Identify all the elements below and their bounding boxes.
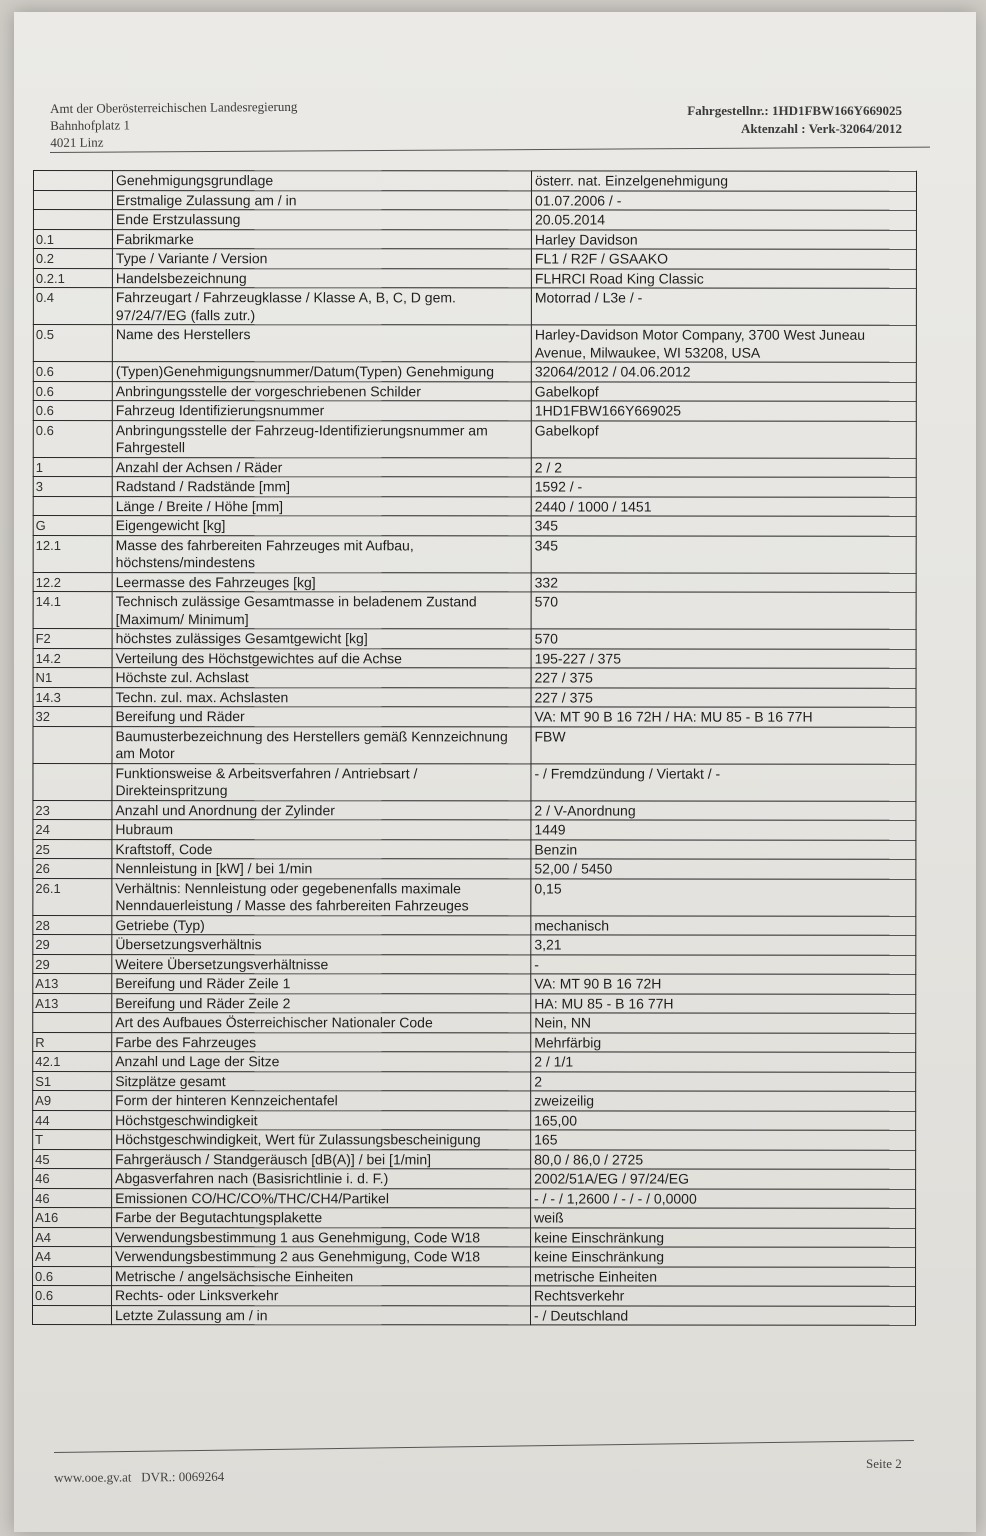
row-value: Gabelkopf — [531, 381, 916, 401]
footer-info — [54, 1469, 224, 1486]
row-label: Bereifung und Räder Zeile 1 — [112, 974, 531, 994]
row-code: S1 — [33, 1071, 112, 1091]
row-code — [33, 496, 112, 516]
row-value: 2 — [531, 1071, 916, 1091]
row-label: Masse des fahrbereiten Fahrzeuges mit Aufbau, höchstens/mindestens — [112, 535, 531, 572]
row-value: 570 — [531, 592, 916, 629]
row-label: Höchstgeschwindigkeit, Wert für Zulassungsbescheinigung — [112, 1130, 531, 1150]
row-code: 44 — [33, 1110, 112, 1130]
row-value: 2440 / 1000 / 1451 — [531, 496, 916, 516]
table-row — [33, 210, 916, 230]
row-value: HA: MU 85 - B 16 77H — [531, 993, 916, 1013]
row-label: Name des Herstellers — [112, 325, 531, 362]
row-label: höchstes zulässiges Gesamtgewicht [kg] — [112, 629, 531, 649]
table-row — [33, 1149, 916, 1169]
row-code: 0.6 — [33, 420, 112, 457]
row-value: 3,21 — [531, 935, 916, 955]
row-label: Getriebe (Typ) — [112, 915, 531, 935]
row-value: VA: MT 90 B 16 72H — [531, 974, 916, 994]
row-code: 46 — [33, 1169, 112, 1189]
row-value: 195-227 / 375 — [531, 648, 916, 668]
row-code — [33, 1013, 112, 1033]
row-value: FBW — [531, 726, 916, 763]
table-row — [33, 820, 916, 840]
table-row — [33, 687, 916, 707]
row-label: Radstand / Radstände [mm] — [112, 477, 531, 497]
row-code — [33, 763, 112, 800]
table-row — [33, 935, 916, 955]
document-reference — [687, 102, 902, 138]
row-label: Type / Variante / Version — [112, 249, 531, 269]
row-value: VA: MT 90 B 16 72H / HA: MU 85 - B 16 77H — [531, 707, 916, 727]
row-label: Handelsbezeichnung — [112, 268, 531, 288]
row-value: keine Einschränkung — [531, 1247, 916, 1267]
issuing-authority-address — [50, 98, 298, 151]
row-label: Bereifung und Räder Zeile 2 — [112, 993, 531, 1013]
row-code: A4 — [33, 1247, 112, 1267]
row-code: 1 — [33, 457, 112, 477]
table-row — [33, 629, 916, 649]
table-row — [33, 592, 916, 630]
row-value: - — [531, 954, 916, 974]
table-row — [33, 1208, 916, 1228]
row-code: G — [33, 516, 112, 536]
table-row — [33, 1266, 916, 1286]
row-code: 29 — [33, 954, 112, 974]
table-row — [33, 420, 916, 458]
row-code — [32, 1305, 111, 1325]
row-label: Fahrgeräusch / Standgeräusch [dB(A)] / bei [1/min] — [112, 1149, 531, 1169]
row-value: 227 / 375 — [531, 687, 916, 707]
row-label: Verwendungsbestimmung 2 aus Genehmigung, Code W18 — [112, 1247, 531, 1267]
row-label: Techn. zul. max. Achslasten — [112, 687, 531, 707]
row-label: Höchste zul. Achslast — [112, 668, 531, 688]
row-value: 1449 — [531, 820, 916, 840]
row-value: 2 / 1/1 — [531, 1052, 916, 1072]
row-label: Ende Erstzulassung — [112, 210, 531, 230]
row-label: Fahrzeugart / Fahrzeugklasse / Klasse A, B, C, D gem. 97/24/7/EG (falls zutr.) — [112, 288, 531, 325]
table-row — [33, 974, 916, 994]
row-label: Fabrikmarke — [112, 229, 531, 249]
row-value: 345 — [531, 516, 916, 536]
row-label: Nennleistung in [kW] / bei 1/min — [112, 859, 531, 879]
row-label: Metrische / angelsächsische Einheiten — [112, 1266, 531, 1286]
table-row — [33, 878, 916, 916]
vehicle-data-rows — [32, 171, 916, 1326]
row-code — [33, 190, 112, 210]
table-row — [33, 800, 916, 820]
row-code — [33, 171, 112, 191]
row-code: 0.6 — [33, 381, 112, 401]
row-value: metrische Einheiten — [531, 1266, 916, 1286]
table-row — [33, 572, 916, 592]
row-label: Anbringungsstelle der Fahrzeug-Identifizierungsnummer am Fahrgestell — [112, 420, 531, 457]
row-code: 29 — [33, 935, 112, 955]
table-row — [33, 477, 916, 497]
table-row — [33, 288, 916, 326]
row-code: 14.2 — [33, 648, 112, 668]
row-code: 14.3 — [33, 687, 112, 707]
row-value: FL1 / R2F / GSAAKO — [531, 249, 916, 269]
row-label: Genehmigungsgrundlage — [112, 171, 531, 191]
row-value: - / - / 1,2600 / - / - / 0,0000 — [531, 1188, 916, 1208]
table-row — [33, 268, 916, 288]
row-label: Erstmalige Zulassung am / in — [112, 190, 531, 210]
row-code: A16 — [33, 1208, 112, 1228]
footer-dvr: DVR.: 0069264 — [141, 1468, 225, 1485]
table-row — [33, 401, 916, 421]
row-code: 0.4 — [33, 288, 112, 325]
row-code: 0.1 — [33, 229, 112, 249]
row-value: mechanisch — [531, 915, 916, 935]
row-code: 23 — [33, 800, 112, 820]
table-row — [32, 1305, 915, 1325]
row-code: 0.6 — [33, 362, 112, 382]
table-row — [33, 457, 916, 477]
chassis-number: Fahrgestellnr.: 1HD1FBW166Y669025 — [687, 103, 902, 118]
table-row — [33, 325, 916, 363]
row-label: Technisch zulässige Gesamtmasse in beladenem Zustand [Maximum/ Minimum] — [112, 592, 531, 629]
row-code: 42.1 — [33, 1052, 112, 1072]
row-code: 3 — [33, 477, 112, 497]
row-label: Länge / Breite / Höhe [mm] — [112, 496, 531, 516]
row-code: 26.1 — [33, 878, 112, 915]
table-row — [33, 1013, 916, 1033]
footer-website: www.ooe.gv.at — [54, 1469, 132, 1485]
row-value: Mehrfärbig — [531, 1032, 916, 1052]
table-row — [33, 516, 916, 536]
table-row — [33, 1052, 916, 1072]
row-code: T — [33, 1130, 112, 1150]
row-label: Höchstgeschwindigkeit — [112, 1110, 531, 1130]
row-value: Harley-Davidson Motor Company, 3700 West Juneau Avenue, Milwaukee, WI 53208, USA — [531, 325, 916, 362]
page-number: Seite 2 — [866, 1456, 902, 1471]
table-row — [33, 1227, 916, 1247]
row-value: 20.05.2014 — [531, 210, 916, 230]
row-code: 0.6 — [33, 1286, 112, 1306]
row-code: 0.6 — [33, 401, 112, 421]
table-row — [33, 249, 916, 269]
table-row — [33, 171, 916, 191]
table-row — [33, 993, 916, 1013]
row-value: 2 / V-Anordnung — [531, 800, 916, 820]
row-label: Verteilung des Höchstgewichtes auf die Achse — [112, 648, 531, 668]
row-value: 80,0 / 86,0 / 2725 — [531, 1149, 916, 1169]
row-label: Rechts- oder Linksverkehr — [112, 1286, 531, 1306]
table-row — [33, 1091, 916, 1111]
row-code: R — [33, 1032, 112, 1052]
row-value: 165,00 — [531, 1110, 916, 1130]
row-value: 2002/51A/EG / 97/24/EG — [531, 1169, 916, 1189]
row-code: 12.2 — [33, 572, 112, 592]
table-row — [33, 535, 916, 573]
row-value: Motorrad / L3e / - — [531, 288, 916, 325]
row-label: Farbe der Begutachtungsplakette — [112, 1208, 531, 1228]
row-code: N1 — [33, 668, 112, 688]
row-value: Rechtsverkehr — [531, 1286, 916, 1306]
row-label: Emissionen CO/HC/CO%/THC/CH4/Partikel — [112, 1188, 531, 1208]
row-value: 52,00 / 5450 — [531, 859, 916, 879]
row-code: F2 — [33, 629, 112, 649]
row-code: A13 — [33, 974, 112, 994]
row-value: 2 / 2 — [531, 457, 916, 477]
row-value: - / Fremdzündung / Viertakt / - — [531, 763, 916, 800]
vehicle-data-table-wrapper — [32, 170, 917, 1326]
table-row — [33, 1169, 916, 1189]
vehicle-data-table — [32, 170, 917, 1326]
row-label: Letzte Zulassung am / in — [111, 1305, 530, 1325]
row-value: 165 — [531, 1130, 916, 1150]
row-label: Übersetzungsverhältnis — [112, 935, 531, 955]
table-row — [33, 1071, 916, 1091]
row-value: Gabelkopf — [531, 420, 916, 457]
table-row — [33, 915, 916, 935]
row-value: FLHRCI Road King Classic — [531, 268, 916, 288]
table-row — [33, 1247, 916, 1267]
authority-name: Amt der Oberösterreichischen Landesregierung — [50, 98, 298, 116]
row-label: Verhältnis: Nennleistung oder gegebenenfalls maximale Nenndauerleistung / Masse des fahrbereiten Fahrzeuges — [112, 878, 531, 915]
table-row — [33, 763, 916, 801]
table-row — [33, 190, 916, 210]
table-row — [33, 1188, 916, 1208]
row-value: Benzin — [531, 839, 916, 859]
table-row — [33, 1032, 916, 1052]
row-code: 0.6 — [33, 1266, 112, 1286]
row-label: Weitere Übersetzungsverhältnisse — [112, 954, 531, 974]
table-row — [33, 707, 916, 727]
row-label: Verwendungsbestimmung 1 aus Genehmigung, Code W18 — [112, 1227, 531, 1247]
row-label: Sitzplätze gesamt — [112, 1071, 531, 1091]
row-value: zweizeilig — [531, 1091, 916, 1111]
table-row — [33, 668, 916, 688]
row-label: Eigengewicht [kg] — [112, 516, 531, 536]
row-value: 345 — [531, 535, 916, 572]
table-row — [33, 362, 916, 382]
table-row — [33, 954, 916, 974]
row-label: Funktionsweise & Arbeitsverfahren / Antriebsart / Direkteinspritzung — [112, 763, 531, 800]
row-value: österr. nat. Einzelgenehmigung — [531, 171, 916, 191]
row-code: 0.5 — [33, 325, 112, 362]
table-row — [33, 1286, 916, 1306]
table-row — [33, 381, 916, 401]
row-label: Art des Aufbaues Österreichischer Nationaler Code — [112, 1013, 531, 1033]
table-row — [33, 1110, 916, 1130]
row-label: Form der hinteren Kennzeichentafel — [112, 1091, 531, 1111]
row-code: 45 — [33, 1149, 112, 1169]
row-code: 26 — [33, 859, 112, 879]
table-row — [33, 859, 916, 879]
row-value: 332 — [531, 572, 916, 592]
row-label: Leermasse des Fahrzeuges [kg] — [112, 572, 531, 592]
table-row — [33, 839, 916, 859]
row-code: 46 — [33, 1188, 112, 1208]
row-label: Anzahl und Anordnung der Zylinder — [112, 800, 531, 820]
table-row — [33, 726, 916, 764]
row-code: 14.1 — [33, 592, 112, 629]
row-label: Hubraum — [112, 820, 531, 840]
row-label: Kraftstoff, Code — [112, 839, 531, 859]
row-value: 32064/2012 / 04.06.2012 — [531, 362, 916, 382]
row-label: Anzahl und Lage der Sitze — [112, 1052, 531, 1072]
authority-city: 4021 Linz — [50, 134, 104, 150]
table-row — [33, 496, 916, 516]
row-label: Farbe des Fahrzeuges — [112, 1032, 531, 1052]
row-value: - / Deutschland — [530, 1305, 915, 1325]
row-code: A13 — [33, 993, 112, 1013]
row-label: Anbringungsstelle der vorgeschriebenen Schilder — [112, 381, 531, 401]
row-value: 1592 / - — [531, 477, 916, 497]
row-label: Fahrzeug Identifizierungsnummer — [112, 401, 531, 421]
row-value: 01.07.2006 / - — [531, 190, 916, 210]
row-label: Anzahl der Achsen / Räder — [112, 457, 531, 477]
row-value: keine Einschränkung — [531, 1227, 916, 1247]
row-code: 12.1 — [33, 535, 112, 572]
row-value: 227 / 375 — [531, 668, 916, 688]
file-number: Aktenzahl : Verk-32064/2012 — [740, 121, 902, 136]
row-code — [33, 726, 112, 763]
row-value: 0,15 — [531, 878, 916, 915]
table-row — [33, 229, 916, 249]
row-code: 0.2.1 — [33, 268, 112, 288]
row-code: 32 — [33, 707, 112, 727]
row-label: Baumusterbezeichnung des Herstellers gemäß Kennzeichnung am Motor — [112, 726, 531, 763]
row-label: Bereifung und Räder — [112, 707, 531, 727]
authority-street: Bahnhofplatz 1 — [50, 117, 131, 133]
row-code: A9 — [33, 1091, 112, 1111]
table-row — [33, 648, 916, 668]
row-label: (Typen)Genehmigungsnummer/Datum(Typen) Genehmigung — [112, 362, 531, 382]
row-value: 570 — [531, 629, 916, 649]
row-code: 28 — [33, 915, 112, 935]
row-code: 25 — [33, 839, 112, 859]
row-code — [33, 210, 112, 230]
row-code: 24 — [33, 820, 112, 840]
row-code: 0.2 — [33, 249, 112, 269]
row-value: 1HD1FBW166Y669025 — [531, 401, 916, 421]
table-row — [33, 1130, 916, 1150]
row-label: Abgasverfahren nach (Basisrichtlinie i. d. F.) — [112, 1169, 531, 1189]
row-value: Harley Davidson — [531, 229, 916, 249]
row-code: A4 — [33, 1227, 112, 1247]
row-value: weiß — [531, 1208, 916, 1228]
row-value: Nein, NN — [531, 1013, 916, 1033]
